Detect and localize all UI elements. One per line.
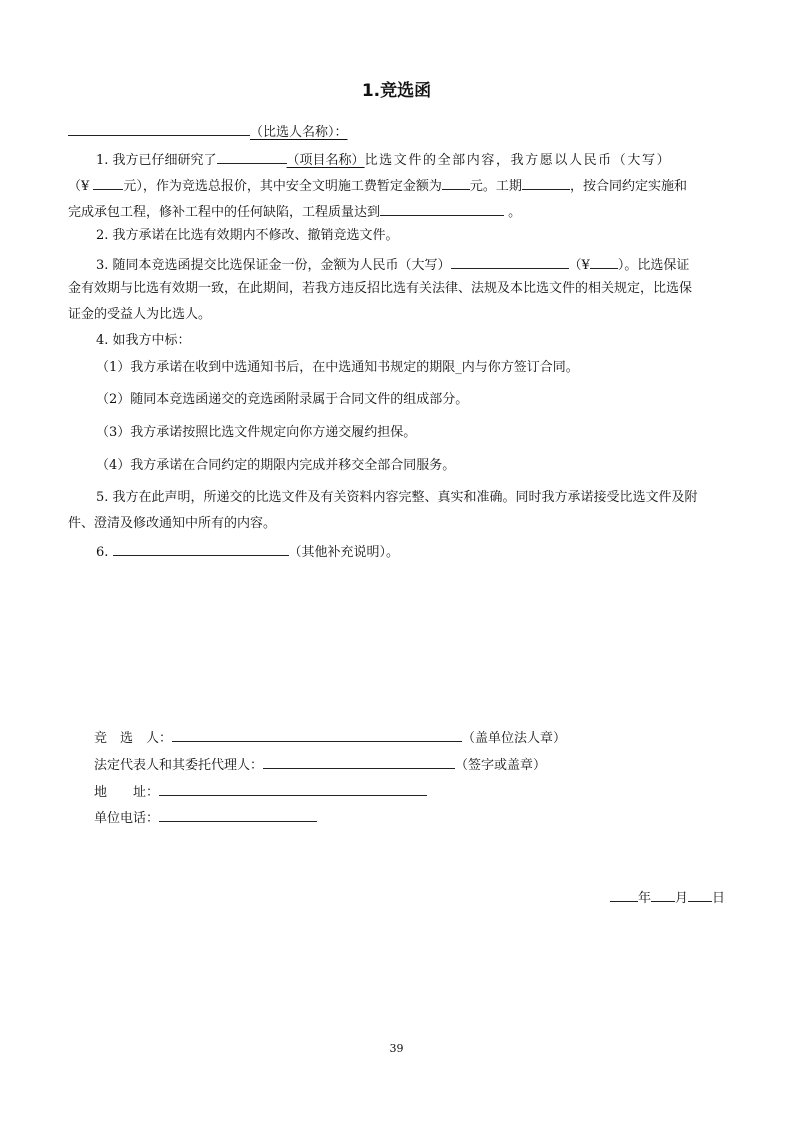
paragraph-5-line-2: 件、澄清及修改通知中所有的内容。 bbox=[68, 516, 277, 531]
page-title: 1.竞选函 bbox=[361, 81, 432, 101]
addressee-line bbox=[68, 120, 736, 143]
address-blank bbox=[159, 780, 427, 796]
addressee-blank bbox=[68, 120, 250, 136]
paragraph-3-line-2: 金有效期与比选有效期一致，在此期间，若我方违反招比选有关法律、法规及本比选文件的相关规定，比选保 bbox=[68, 281, 693, 296]
paragraph-5-line-1: 5. 我方在此声明，所递交的比选文件及有关资料内容完整、真实和准确。同时我方承诺接受比选文件及附 bbox=[96, 490, 698, 505]
addressee-suffix: （比选人名称）： bbox=[250, 125, 348, 140]
bidder-blank bbox=[172, 726, 462, 742]
paragraph-4-item-1: （1）我方承诺在收到中选通知书后，在中选通知书规定的期限_内与你方签订合同。 bbox=[96, 360, 579, 375]
phone-row: 单位电话： bbox=[94, 806, 317, 829]
project-name-label: （项目名称） bbox=[286, 153, 365, 168]
address-row: 地 址： bbox=[94, 780, 427, 803]
paragraph-4-item-3: （3）我方承诺按照比选文件规定向你方递交履约担保。 bbox=[96, 425, 417, 440]
paragraph-1-line-1: 1. 我方已仔细研究了 （项目名称）比选文件的全部内容，我方愿以人民币（大写） bbox=[96, 148, 736, 171]
paragraph-1-line-3: 完成承包工程，修补工程中的任何缺陷，工程质量达到 。 bbox=[68, 200, 736, 223]
phone-blank bbox=[159, 806, 317, 822]
paragraph-2: 2. 我方承诺在比选有效期内不修改、撤销竞选文件。 bbox=[96, 228, 399, 243]
paragraph-1-line-2: （¥ 元），作为竞选总报价，其中安全文明施工费暂定金额为 元。工期 ，按合同约定实施和 bbox=[68, 174, 736, 197]
paragraph-4-item-4: （4）我方承诺在合同约定的期限内完成并移交全部合同服务。 bbox=[96, 458, 456, 473]
representative-signature-row: 法定代表人和其委托代理人： （签字或盖章） bbox=[94, 753, 546, 776]
paragraph-4-item-2: （2）随同本竞选函递交的竞选函附录属于合同文件的组成部分。 bbox=[96, 392, 469, 407]
bidder-signature-row: 竞 选 人： （盖单位法人章） bbox=[94, 726, 566, 749]
date-line: 年 月 日 bbox=[610, 886, 725, 906]
other-notes-blank bbox=[113, 540, 289, 556]
paragraph-6: 6. （其他补充说明）。 bbox=[96, 540, 764, 563]
paragraph-4: 4. 如我方中标： bbox=[96, 333, 191, 348]
representative-blank bbox=[263, 753, 455, 769]
page-number: 39 bbox=[389, 1042, 404, 1055]
paragraph-3-line-1: 3. 随同本竞选函提交比选保证金一份，金额为人民币（大写） （¥ ）。比选保证 bbox=[96, 253, 736, 276]
paragraph-3-line-3: 证金的受益人为比选人。 bbox=[68, 307, 212, 322]
